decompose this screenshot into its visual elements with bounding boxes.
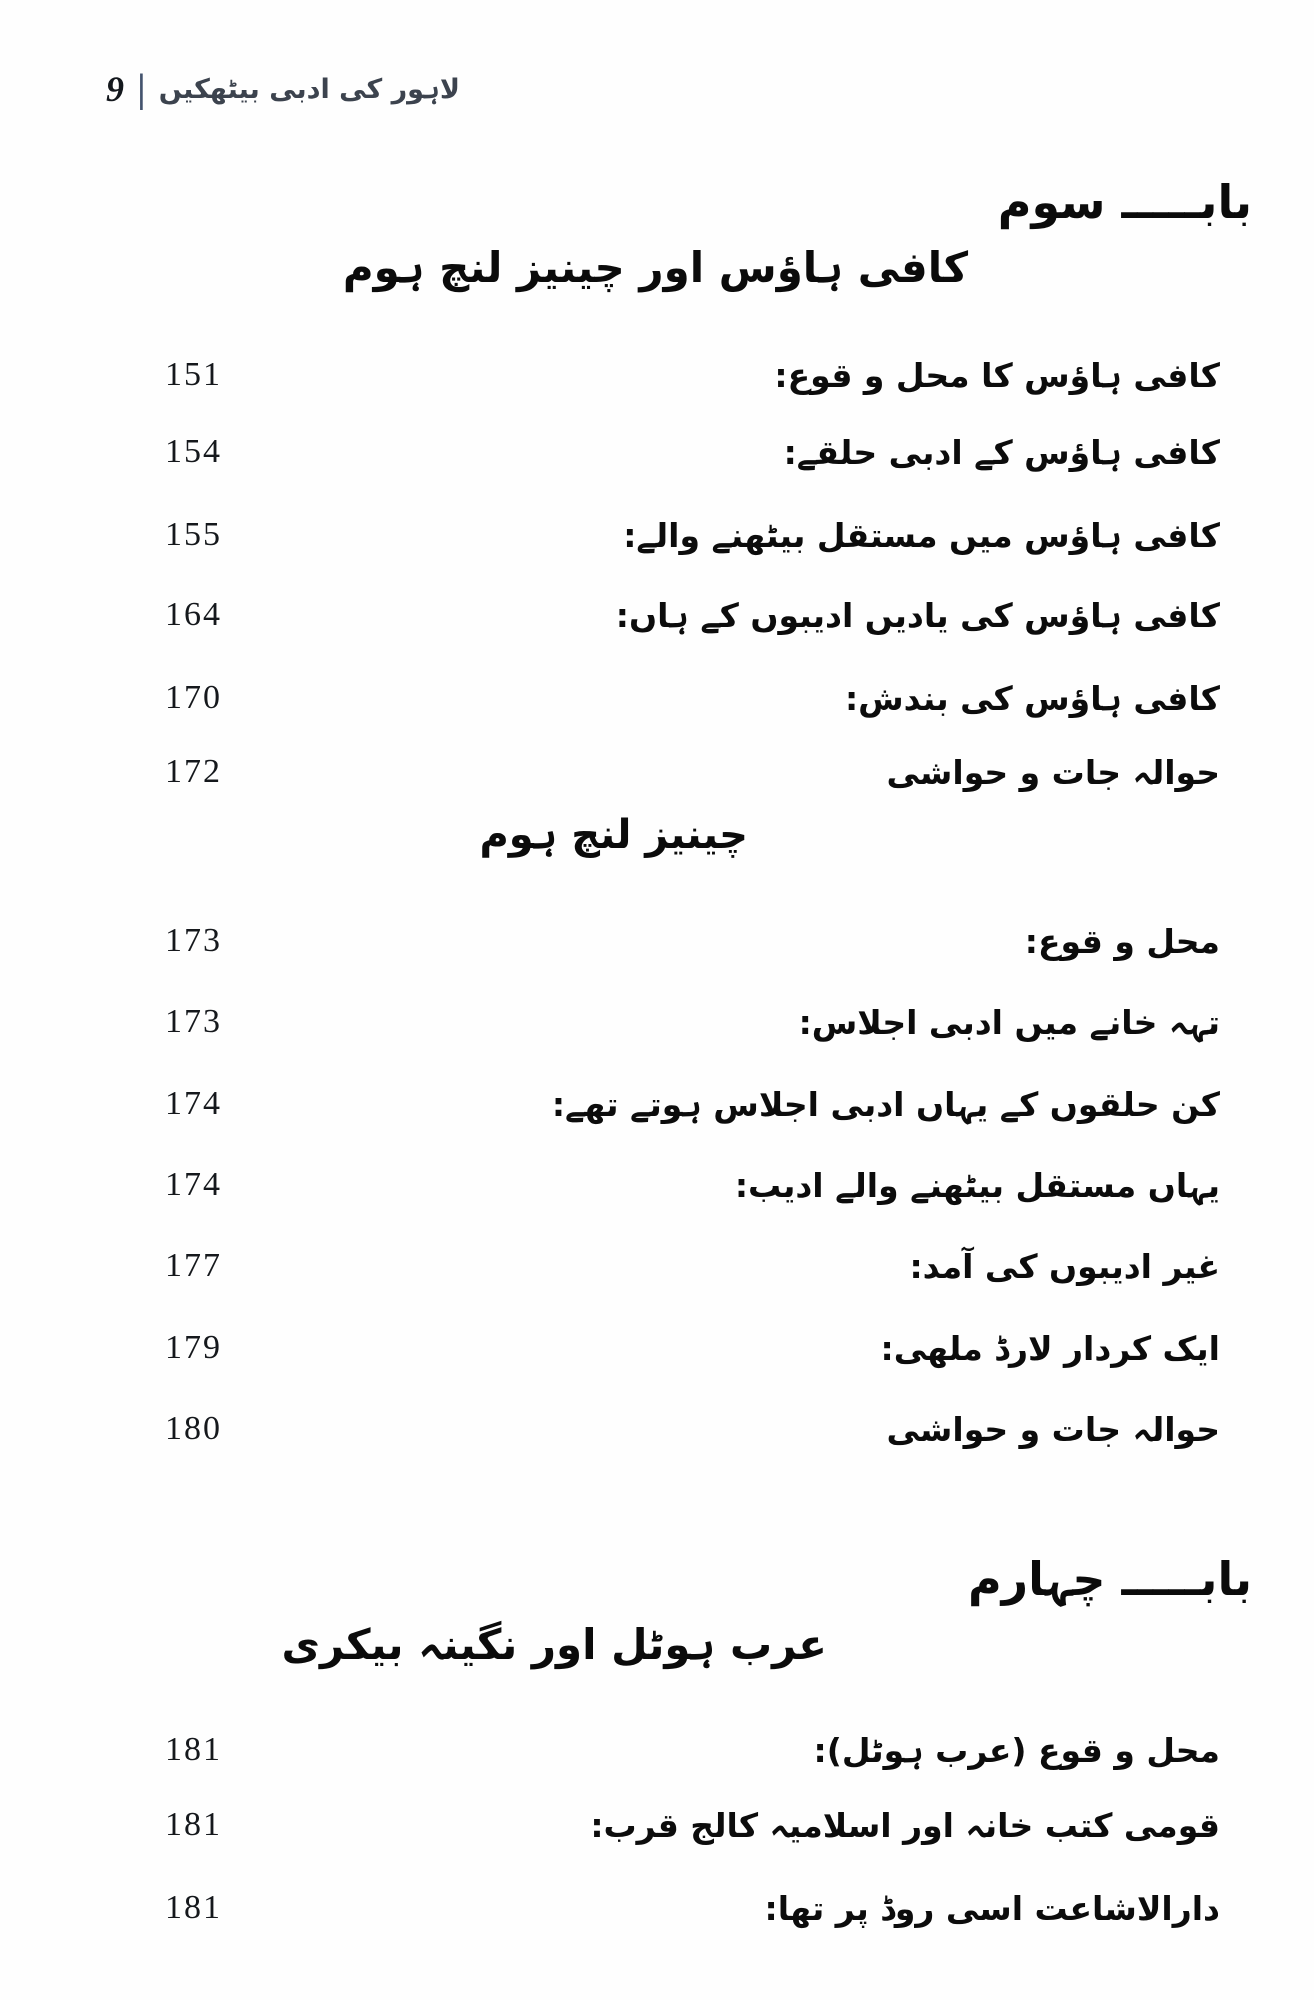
toc-entry xyxy=(0,583,1314,647)
page-number: 9 xyxy=(106,69,124,109)
toc-entry-title: تہہ خانے میں ادبی اجلاس: xyxy=(798,1002,1220,1042)
toc-page-number: 155 xyxy=(165,516,222,553)
toc-page-number: 179 xyxy=(165,1329,222,1366)
toc-entry-title: حوالہ جات و حواشی xyxy=(886,752,1220,792)
toc-entry xyxy=(0,1793,1314,1857)
toc-entry-title: حوالہ جات و حواشی xyxy=(886,1409,1220,1449)
chapter-4-subtitle: عرب ہوٹل اور نگینہ بیکری xyxy=(281,1620,827,1669)
toc-page-number: 172 xyxy=(165,753,222,790)
toc-entry xyxy=(0,343,1314,407)
toc-entry xyxy=(0,740,1314,804)
toc-entry xyxy=(0,420,1314,484)
toc-entry-title: یہاں مستقل بیٹھنے والے ادیب: xyxy=(734,1165,1220,1205)
toc-page-number: 174 xyxy=(165,1166,222,1203)
toc-page-number: 174 xyxy=(165,1085,222,1122)
toc-entry xyxy=(0,990,1314,1054)
toc-entry xyxy=(0,1153,1314,1217)
book-title: لاہور کی ادبی بیٹھکیں xyxy=(158,73,460,105)
toc-entry-title: کن حلقوں کے یہاں ادبی اجلاس ہوتے تھے: xyxy=(551,1084,1220,1124)
toc-entry-title: کافی ہاؤس کا محل و قوع: xyxy=(774,355,1220,395)
toc-page-number: 154 xyxy=(165,433,222,470)
chapter-4-heading: بابـــــ چہارم xyxy=(967,1552,1252,1606)
toc-page-number: 181 xyxy=(165,1806,222,1843)
chapter-3-heading: بابـــــ سوم xyxy=(997,175,1252,229)
toc-entry xyxy=(0,1718,1314,1782)
toc-page-number: 170 xyxy=(165,679,222,716)
toc-page-number: 180 xyxy=(165,1410,222,1447)
toc-entry xyxy=(0,909,1314,973)
toc-entry-title: کافی ہاؤس کی بندش: xyxy=(844,678,1220,718)
header-separator: | xyxy=(136,67,147,111)
toc-entry-title: کافی ہاؤس میں مستقل بیٹھنے والے: xyxy=(623,515,1220,555)
toc-entry-title: محل و قوع (عرب ہوٹل): xyxy=(813,1730,1220,1770)
toc-page-number: 181 xyxy=(165,1889,222,1926)
toc-entry xyxy=(0,666,1314,730)
toc-entry-title: غیر ادیبوں کی آمد: xyxy=(909,1246,1220,1286)
chapter-3-subtitle: کافی ہاؤس اور چینیز لنچ ہوم xyxy=(342,243,968,292)
toc-page-number: 173 xyxy=(165,922,222,959)
toc-entry-title: کافی ہاؤس کی یادیں ادیبوں کے ہاں: xyxy=(615,595,1220,635)
toc-page-number: 177 xyxy=(165,1247,222,1284)
toc-page-number: 164 xyxy=(165,596,222,633)
page-header xyxy=(106,68,460,110)
toc-page-number: 181 xyxy=(165,1731,222,1768)
toc-entry xyxy=(0,1072,1314,1136)
toc-entry-title: ایک کردار لارڈ ملھی: xyxy=(880,1328,1220,1368)
toc-entry-title: محل و قوع: xyxy=(1024,921,1220,961)
toc-entry xyxy=(0,503,1314,567)
toc-entry-title: دارالاشاعت اسی روڈ پر تھا: xyxy=(764,1888,1220,1928)
toc-entry-title: قومی کتب خانہ اور اسلامیہ کالج قرب: xyxy=(590,1805,1220,1845)
toc-entry xyxy=(0,1876,1314,1940)
toc-entry xyxy=(0,1316,1314,1380)
section-heading-chinese-lunch-home: چینیز لنچ ہوم xyxy=(479,812,748,858)
toc-page-number: 173 xyxy=(165,1003,222,1040)
toc-entry-title: کافی ہاؤس کے ادبی حلقے: xyxy=(783,432,1220,472)
toc-entry xyxy=(0,1234,1314,1298)
toc-page-number: 151 xyxy=(165,356,222,393)
toc-entry xyxy=(0,1397,1314,1461)
